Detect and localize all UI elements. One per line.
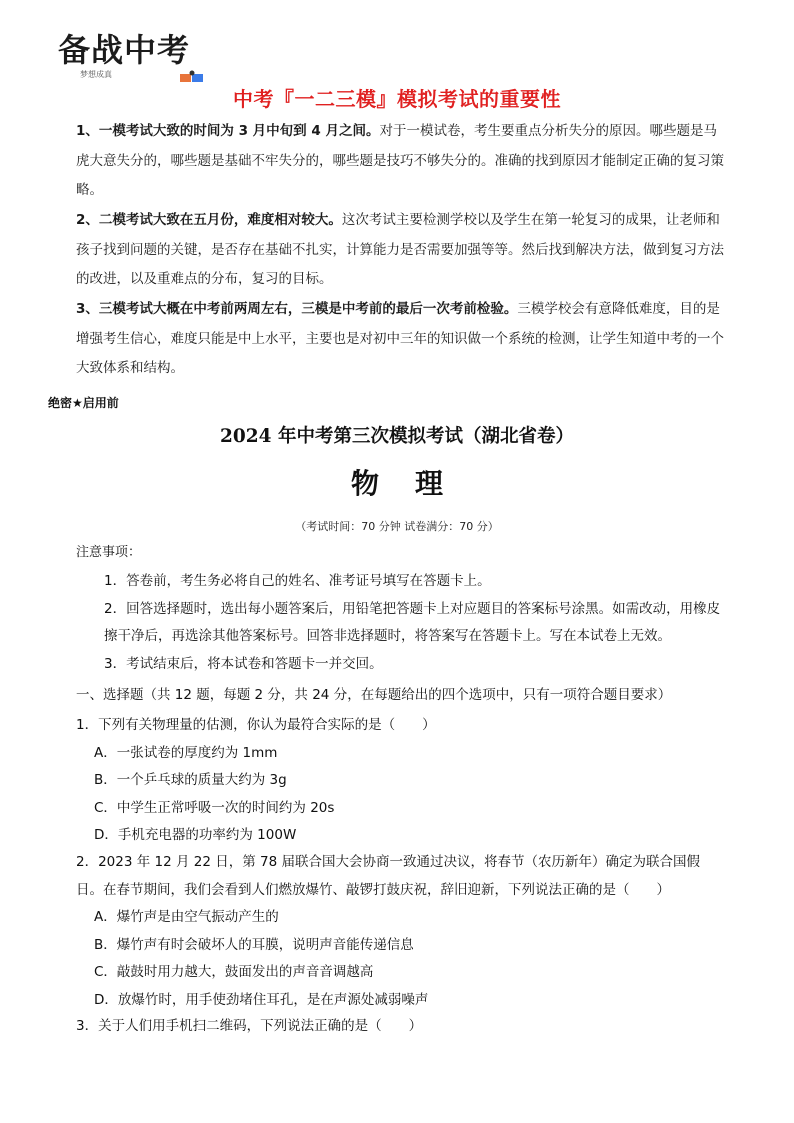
question-1-stem: 1．下列有关物理量的估测，你认为最符合实际的是（ ） [76, 717, 436, 733]
question-2-stem: 2．2023 年 12 月 22 日，第 78 届联合国大会协商一致通过决议，将春节（农历新年）确定为联合国假日。在春节期间，我们会看到人们燃放爆竹、敲锣打鼓庆祝，辞旧迎新，下列说法正确的是（ ） [76, 854, 701, 898]
question-2-option-a: A．爆竹声是由空气振动产生的 [94, 909, 279, 925]
promo-paragraph-1-bold: 1、一模考试大致的时间为 3 月中旬到 4 月之间。 [76, 123, 380, 139]
question-1-option-d: D．手机充电器的功率约为 100W [94, 827, 297, 843]
note-item-2: 2．回答选择题时，选出每小题答案后，用铅笔把答题卡上对应题目的答案标号涂黑。如需改动，用橡皮擦干净后，再选涂其他答案标号。回答非选择题时，将答案写在答题卡上。写在本试卷上无效。 [104, 600, 721, 644]
promo-paragraph-3 [76, 295, 724, 384]
logo-text: 备战中考 [58, 31, 191, 69]
confidential-label: 绝密★启用前 [48, 396, 119, 410]
exam-subject: 物理 [350, 467, 479, 500]
note-item-1: 1．答卷前，考生务必将自己的姓名、准考证号填写在答题卡上。 [104, 573, 491, 589]
question-1-option-a: A．一张试卷的厚度约为 1mm [94, 744, 278, 761]
promo-paragraph-3-text: 三模学校会有意降低难度，目的是增强考生信心，难度只能是中上水平，主要也是对初中三年的知识做一个系统的检测，让学生知道中考的一个大致体系和结构。 [76, 301, 724, 376]
exam-title: 2024 年中考第三次模拟考试（湖北省卷） [220, 426, 574, 447]
logo-subtext: 梦想成真 [80, 70, 112, 79]
promo-title: 中考『一二三模』模拟考试的重要性 [233, 87, 561, 111]
exam-info: （考试时间：70 分钟 试卷满分：70 分） [295, 520, 499, 533]
question-2-option-b: B．爆竹声有时会破坏人的耳膜，说明声音能传递信息 [94, 936, 414, 953]
notes-heading: 注意事项： [76, 545, 142, 560]
note-item-3: 3．考试结束后，将本试卷和答题卡一并交回。 [104, 655, 383, 672]
question-2-option-d: D．放爆竹时，用手使劲堵住耳孔，是在声源处减弱噪声 [94, 991, 429, 1008]
notes-list [76, 568, 726, 678]
question-2-option-c: C．敲鼓时用力越大，鼓面发出的声音音调越高 [94, 964, 374, 980]
question-3 [76, 1013, 726, 1041]
promo-paragraph-2-bold: 2、二模考试大致在五月份，难度相对较大。 [76, 212, 342, 228]
promo-paragraph-2-text: 这次考试主要检测学校以及学生在第一轮复习的成果，让老师和孩子找到问题的关键，是否存在基础不扎实，计算能力是否需要加强等等。然后找到解决方法，做到复习方法的改进，以及重难点的分布，复习的目标。 [76, 212, 724, 287]
section-1-heading: 一、选择题（共 12 题，每题 2 分，共 24 分，在每题给出的四个选项中，只有一项符合题目要求） [76, 687, 672, 703]
question-1-option-c: C．中学生正常呼吸一次的时间约为 20s [94, 799, 335, 816]
promo-paragraph-1 [76, 117, 724, 206]
promo-paragraph-3-bold: 3、三模考试大概在中考前两周左右，三模是中考前的最后一次考前检验。 [76, 301, 518, 317]
promo-paragraph-2 [76, 206, 724, 295]
promo-paragraph-1-text: 对于一模试卷，考生要重点分析失分的原因。哪些题是马虎大意失分的，哪些题是基础不牢失分的，哪些题是技巧不够失分的。准确的找到原因才能制定正确的复习策略。 [76, 123, 724, 198]
question-2 [76, 849, 726, 1014]
question-1 [76, 712, 726, 850]
question-3-stem: 3．关于人们用手机扫二维码，下列说法正确的是（ ） [76, 1018, 423, 1034]
logo-book-icon [178, 70, 206, 84]
question-1-option-b: B．一个乒乓球的质量大约为 3g [94, 772, 287, 788]
